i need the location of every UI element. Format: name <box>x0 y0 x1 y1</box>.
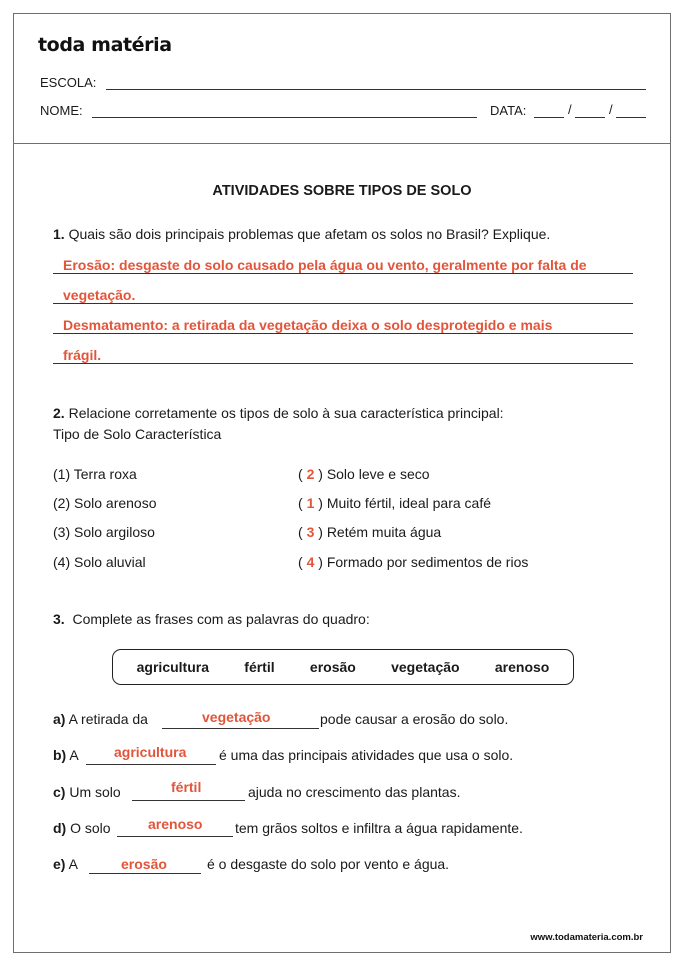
match-subheader: Tipo de Solo Característica <box>53 426 222 442</box>
data-label: DATA: <box>490 103 527 118</box>
paren-close: ) <box>318 554 323 570</box>
paren-open: ( <box>298 495 303 511</box>
writing-line <box>53 303 633 304</box>
blank-answer: vegetação <box>202 709 271 725</box>
sentence-a <box>53 711 148 727</box>
sentence-after: é o desgaste do solo por vento e água. <box>207 856 450 872</box>
soil-type-item: (1) Terra roxa <box>53 466 137 482</box>
sentence-b <box>53 747 79 763</box>
escola-label: ESCOLA: <box>40 75 97 90</box>
blank-line[interactable] <box>86 764 216 765</box>
sentence-before: A retirada da <box>68 711 148 727</box>
blank-answer: fértil <box>171 779 202 795</box>
soil-type-item: (3) Solo argiloso <box>53 524 155 540</box>
word-bank <box>112 649 574 685</box>
sentence-d <box>53 820 111 836</box>
writing-line <box>53 333 633 334</box>
date-separator: / <box>609 102 613 117</box>
sentence-c <box>53 784 121 800</box>
writing-line <box>53 273 633 274</box>
answer-line-3: Desmatamento: a retirada da vegetação deixa o solo desprotegido e mais <box>63 317 553 333</box>
nome-line[interactable] <box>92 117 477 118</box>
sentence-letter: d) <box>53 820 67 836</box>
word-bank-item: fértil <box>244 659 275 675</box>
sentence-letter: e) <box>53 856 66 872</box>
escola-line[interactable] <box>106 89 646 90</box>
question-text: Relacione corretamente os tipos de solo à sua característica principal: <box>68 405 504 421</box>
question-number: 3. <box>53 611 65 627</box>
characteristic-text: Formado por sedimentos de rios <box>326 554 529 570</box>
blank-answer: arenoso <box>148 816 203 832</box>
date-year-line[interactable] <box>616 117 646 118</box>
characteristic-item <box>298 554 528 570</box>
match-answer: 1 <box>306 495 315 511</box>
question-2 <box>53 405 504 421</box>
sentence-after: pode causar a erosão do solo. <box>320 711 509 727</box>
date-day-line[interactable] <box>534 117 564 118</box>
blank-line[interactable] <box>132 800 245 801</box>
sentence-after: é uma das principais atividades que usa o solo. <box>219 747 514 763</box>
paren-open: ( <box>298 554 303 570</box>
blank-line[interactable] <box>117 836 233 837</box>
characteristic-text: Muito fértil, ideal para café <box>326 495 492 511</box>
question-number: 1. <box>53 226 65 242</box>
header-divider <box>14 143 670 144</box>
sentence-letter: a) <box>53 711 66 727</box>
blank-line[interactable] <box>89 873 201 874</box>
question-3 <box>53 611 370 627</box>
soil-type-item: (4) Solo aluvial <box>53 554 146 570</box>
paren-close: ) <box>318 495 323 511</box>
word-bank-item: arenoso <box>494 659 550 675</box>
paren-close: ) <box>318 524 323 540</box>
soil-type-item: (2) Solo arenoso <box>53 495 157 511</box>
characteristic-text: Retém muita água <box>326 524 442 540</box>
worksheet-frame <box>13 13 671 953</box>
blank-line[interactable] <box>162 728 319 729</box>
site-url: www.todamateria.com.br <box>530 932 643 943</box>
answer-line-2: vegetação. <box>63 287 136 303</box>
date-separator: / <box>568 102 572 117</box>
characteristic-text: Solo leve e seco <box>326 466 430 482</box>
word-bank-item: vegetação <box>391 659 460 675</box>
sentence-before: A <box>68 856 78 872</box>
question-number: 2. <box>53 405 65 421</box>
characteristic-item <box>298 466 430 482</box>
sentence-e <box>53 856 78 872</box>
brand-logo: toda matéria <box>38 34 172 56</box>
paren-close: ) <box>318 466 323 482</box>
sentence-after: tem grãos soltos e infiltra a água rapidamente. <box>235 820 523 836</box>
sentence-before: Um solo <box>69 784 121 800</box>
answer-line-1: Erosão: desgaste do solo causado pela água ou vento, geralmente por falta de <box>63 257 587 273</box>
answer-line-4: frágil. <box>63 347 102 363</box>
sentence-letter: c) <box>53 784 66 800</box>
sentence-letter: b) <box>53 747 67 763</box>
word-bank-item: agricultura <box>136 659 209 675</box>
blank-answer: agricultura <box>114 744 187 760</box>
blank-answer: erosão <box>121 856 167 872</box>
paren-open: ( <box>298 524 303 540</box>
match-answer: 2 <box>306 466 315 482</box>
question-text: Quais são dois principais problemas que afetam os solos no Brasil? Explique. <box>68 226 551 242</box>
match-answer: 3 <box>306 524 315 540</box>
question-text: Complete as frases com as palavras do quadro: <box>72 611 370 627</box>
writing-line <box>53 363 633 364</box>
question-1 <box>53 226 550 242</box>
characteristic-item <box>298 495 491 511</box>
date-month-line[interactable] <box>575 117 605 118</box>
sentence-after: ajuda no crescimento das plantas. <box>248 784 461 800</box>
sentence-before: O solo <box>70 820 111 836</box>
sentence-before: A <box>69 747 79 763</box>
paren-open: ( <box>298 466 303 482</box>
word-bank-item: erosão <box>309 659 356 675</box>
characteristic-item <box>298 524 441 540</box>
nome-label: NOME: <box>40 103 83 118</box>
match-answer: 4 <box>306 554 315 570</box>
page-title: ATIVIDADES SOBRE TIPOS DE SOLO <box>212 183 472 199</box>
